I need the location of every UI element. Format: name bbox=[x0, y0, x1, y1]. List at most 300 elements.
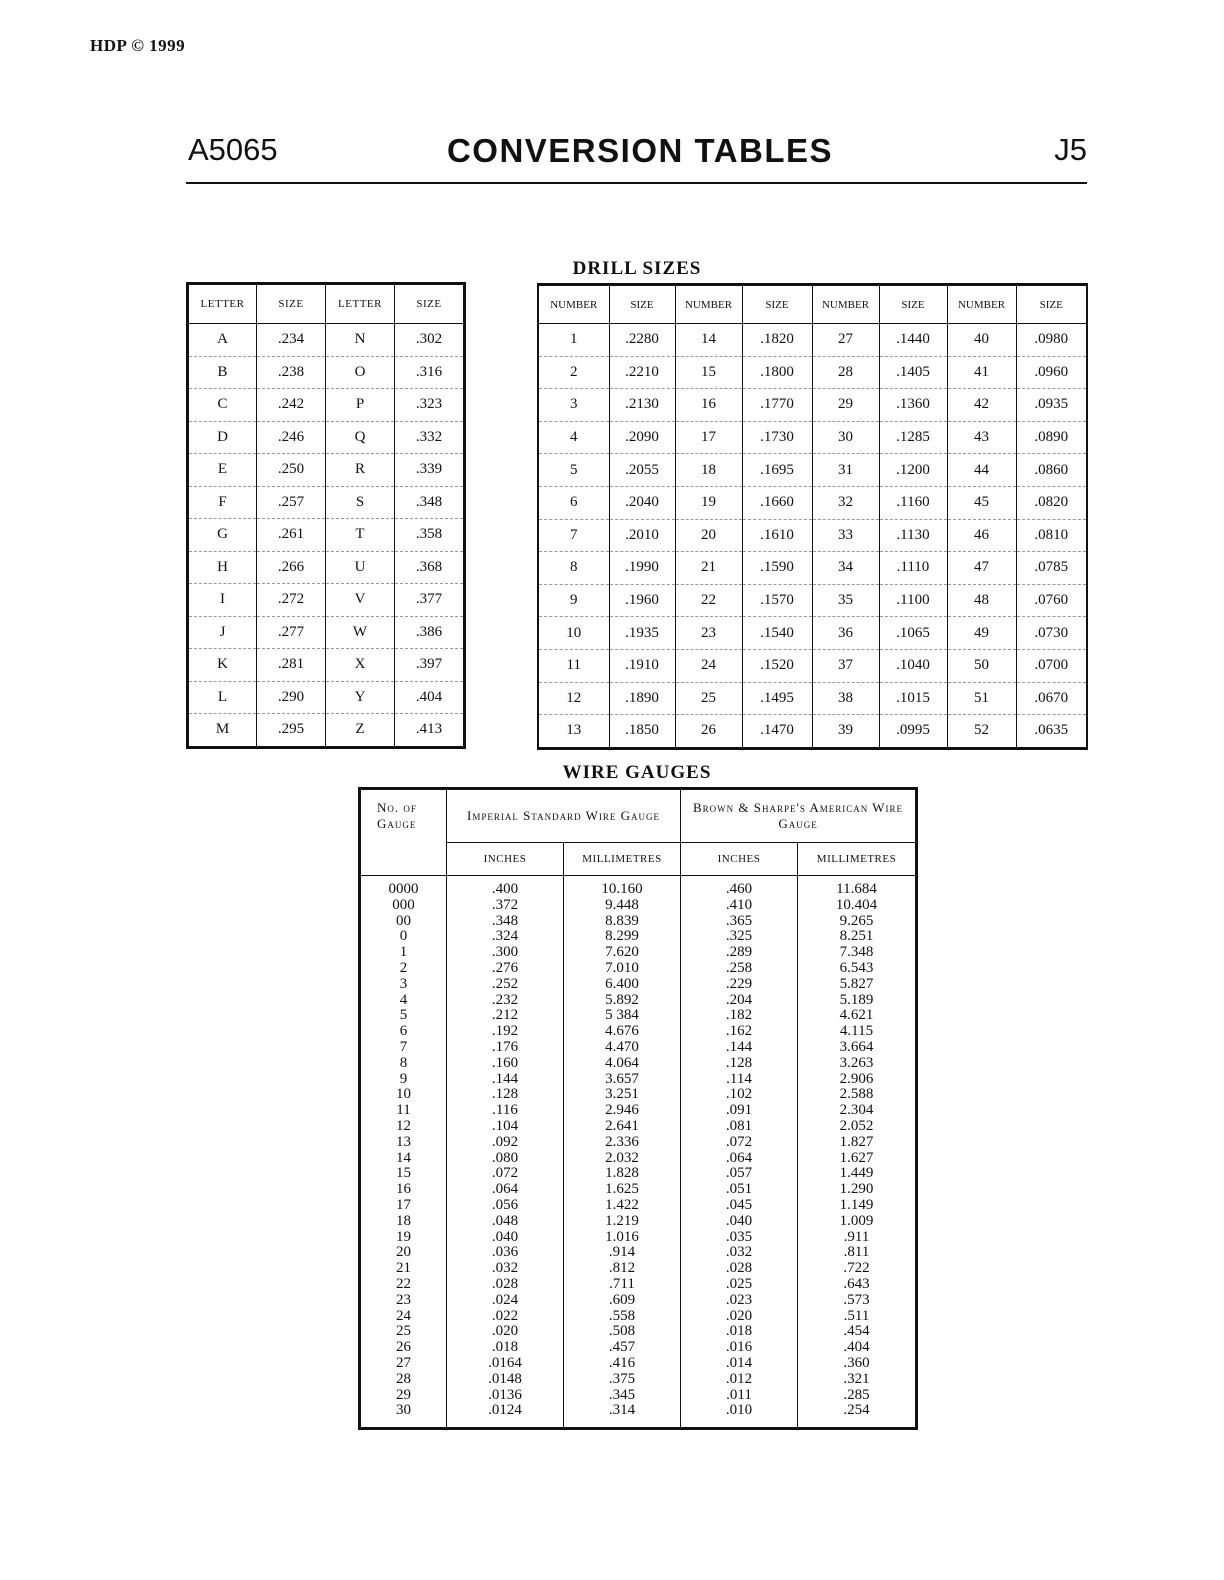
gauge-table-row bbox=[360, 1261, 917, 1277]
gauge-table-cell: .016 bbox=[681, 1340, 798, 1356]
gauge-table-cell: 1.828 bbox=[564, 1166, 681, 1182]
letter-table-cell: .332 bbox=[395, 421, 465, 454]
number-table-header: SIZE bbox=[742, 285, 812, 324]
number-table-cell: 43 bbox=[947, 421, 1016, 454]
letter-table-row bbox=[188, 389, 465, 422]
gauge-table-cell: 3.664 bbox=[798, 1040, 917, 1056]
number-table-row bbox=[538, 552, 1087, 585]
imperial-gauge-header: Imperial Standard Wire Gauge bbox=[447, 789, 681, 843]
number-table-cell: 38 bbox=[812, 682, 879, 715]
number-table-cell: 11 bbox=[538, 649, 609, 682]
gauge-table-cell: .0136 bbox=[447, 1388, 564, 1404]
gauge-table-row bbox=[360, 1182, 917, 1198]
gauge-table-cell: .325 bbox=[681, 929, 798, 945]
gauge-table-cell: 7.620 bbox=[564, 945, 681, 961]
gauge-table-cell: 26 bbox=[360, 1340, 447, 1356]
gauge-table-cell: 0 bbox=[360, 929, 447, 945]
gauge-table-cell: .051 bbox=[681, 1182, 798, 1198]
letter-table-cell: .386 bbox=[395, 616, 465, 649]
gauge-table-cell: .020 bbox=[681, 1309, 798, 1325]
gauge-table-cell: 9.448 bbox=[564, 898, 681, 914]
number-table-cell: 28 bbox=[812, 356, 879, 389]
number-table-cell: .0820 bbox=[1016, 486, 1087, 519]
gauge-table-cell: .643 bbox=[798, 1277, 917, 1293]
gauge-table-cell: 1.290 bbox=[798, 1182, 917, 1198]
number-table-cell: .1200 bbox=[879, 454, 947, 487]
gauge-table-cell: 1 bbox=[360, 945, 447, 961]
number-table-cell: .2040 bbox=[609, 486, 675, 519]
number-table-cell: .1540 bbox=[742, 617, 812, 650]
gauge-unit-header: MILLIMETRES bbox=[564, 843, 681, 876]
number-table-cell: .1570 bbox=[742, 584, 812, 617]
gauge-table-row bbox=[360, 1024, 917, 1040]
letter-table-header: SIZE bbox=[395, 284, 465, 324]
gauge-table-cell: .229 bbox=[681, 977, 798, 993]
number-table-cell: 12 bbox=[538, 682, 609, 715]
number-table-cell: .1800 bbox=[742, 356, 812, 389]
gauge-table-cell: .012 bbox=[681, 1372, 798, 1388]
letter-table-row bbox=[188, 324, 465, 357]
letter-table-cell: .246 bbox=[257, 421, 326, 454]
letter-table-row bbox=[188, 681, 465, 714]
gauge-table-cell: 19 bbox=[360, 1230, 447, 1246]
gauge-table-cell: 2.304 bbox=[798, 1103, 917, 1119]
number-table-cell: .1040 bbox=[879, 649, 947, 682]
number-table-cell: .0995 bbox=[879, 715, 947, 749]
gauge-table-cell: 2.906 bbox=[798, 1072, 917, 1088]
gauge-table-cell: .258 bbox=[681, 961, 798, 977]
gauge-table-row bbox=[360, 1403, 917, 1428]
letter-table-cell: T bbox=[326, 519, 395, 552]
number-table-cell: .0785 bbox=[1016, 552, 1087, 585]
letter-table-row bbox=[188, 584, 465, 617]
number-table-cell: .2055 bbox=[609, 454, 675, 487]
gauge-table-cell: 1.627 bbox=[798, 1151, 917, 1167]
gauge-table-row bbox=[360, 1072, 917, 1088]
gauge-table-cell: .0124 bbox=[447, 1403, 564, 1428]
gauge-table-cell: 1.016 bbox=[564, 1230, 681, 1246]
number-table-cell: .1730 bbox=[742, 421, 812, 454]
letter-table-cell: .266 bbox=[257, 551, 326, 584]
gauge-table-cell: .035 bbox=[681, 1230, 798, 1246]
gauge-table-cell: 12 bbox=[360, 1119, 447, 1135]
gauge-table-cell: .057 bbox=[681, 1166, 798, 1182]
gauge-table-cell: .348 bbox=[447, 914, 564, 930]
number-table-cell: 40 bbox=[947, 324, 1016, 357]
letter-table-header: LETTER bbox=[326, 284, 395, 324]
letter-table-row bbox=[188, 519, 465, 552]
gauge-table-cell: .192 bbox=[447, 1024, 564, 1040]
gauge-table-cell: .511 bbox=[798, 1309, 917, 1325]
letter-table-cell: .234 bbox=[257, 324, 326, 357]
number-table-cell: .1100 bbox=[879, 584, 947, 617]
gauge-table-cell: .410 bbox=[681, 898, 798, 914]
gauge-table-cell: 4.064 bbox=[564, 1056, 681, 1072]
gauge-table-row bbox=[360, 1324, 917, 1340]
number-table-cell: 19 bbox=[675, 486, 742, 519]
gauge-table-cell: 10.160 bbox=[564, 876, 681, 898]
gauge-table-row bbox=[360, 1372, 917, 1388]
letter-table-cell: X bbox=[326, 649, 395, 682]
number-table-cell: 39 bbox=[812, 715, 879, 749]
number-table-row bbox=[538, 421, 1087, 454]
number-table-cell: 25 bbox=[675, 682, 742, 715]
gauge-table-row bbox=[360, 1040, 917, 1056]
number-table-cell: .0810 bbox=[1016, 519, 1087, 552]
number-table-cell: .0635 bbox=[1016, 715, 1087, 749]
letter-table-row bbox=[188, 616, 465, 649]
gauge-table-cell: .056 bbox=[447, 1198, 564, 1214]
number-table-cell: .1695 bbox=[742, 454, 812, 487]
letter-table-cell: .250 bbox=[257, 454, 326, 487]
number-table-cell: 36 bbox=[812, 617, 879, 650]
letter-table-cell: .377 bbox=[395, 584, 465, 617]
letter-table-cell: N bbox=[326, 324, 395, 357]
number-table-cell: .1015 bbox=[879, 682, 947, 715]
gauge-table-cell: 23 bbox=[360, 1293, 447, 1309]
gauge-table-cell: .911 bbox=[798, 1230, 917, 1246]
gauge-table-cell: 16 bbox=[360, 1182, 447, 1198]
gauge-table-cell: 14 bbox=[360, 1151, 447, 1167]
number-table-cell: 47 bbox=[947, 552, 1016, 585]
gauge-table-cell: .091 bbox=[681, 1103, 798, 1119]
gauge-table-cell: .289 bbox=[681, 945, 798, 961]
gauge-table-cell: 4.115 bbox=[798, 1024, 917, 1040]
letter-table-cell: .277 bbox=[257, 616, 326, 649]
number-table-cell: .2010 bbox=[609, 519, 675, 552]
number-table-cell: .1910 bbox=[609, 649, 675, 682]
number-table-cell: 24 bbox=[675, 649, 742, 682]
number-table-cell: 35 bbox=[812, 584, 879, 617]
number-table-cell: 52 bbox=[947, 715, 1016, 749]
drill-sizes-title: DRILL SIZES bbox=[572, 258, 702, 279]
gauge-unit-blank bbox=[360, 843, 447, 876]
number-table-cell: 26 bbox=[675, 715, 742, 749]
number-table-cell: .2090 bbox=[609, 421, 675, 454]
letter-table-cell: .290 bbox=[257, 681, 326, 714]
number-table-cell: 10 bbox=[538, 617, 609, 650]
gauge-table-row bbox=[360, 1245, 917, 1261]
letter-table-cell: K bbox=[188, 649, 257, 682]
letter-table-cell: D bbox=[188, 421, 257, 454]
gauge-table-cell: .0164 bbox=[447, 1356, 564, 1372]
number-table-cell: .1935 bbox=[609, 617, 675, 650]
gauge-table-cell: .404 bbox=[798, 1340, 917, 1356]
gauge-table-cell: .072 bbox=[681, 1135, 798, 1151]
letter-table-cell: .339 bbox=[395, 454, 465, 487]
gauge-table-cell: 10 bbox=[360, 1087, 447, 1103]
number-table-cell: .1285 bbox=[879, 421, 947, 454]
letter-table-cell: .413 bbox=[395, 714, 465, 748]
gauge-table-cell: 7.348 bbox=[798, 945, 917, 961]
document-code: A5065 bbox=[188, 132, 278, 167]
gauge-table-row bbox=[360, 1198, 917, 1214]
gauge-table-cell: .321 bbox=[798, 1372, 917, 1388]
gauge-table-cell: .0148 bbox=[447, 1372, 564, 1388]
gauge-table-cell: 2.052 bbox=[798, 1119, 917, 1135]
number-table-header: NUMBER bbox=[538, 285, 609, 324]
gauge-table-cell: 3.251 bbox=[564, 1087, 681, 1103]
number-table-cell: 51 bbox=[947, 682, 1016, 715]
number-table-row bbox=[538, 584, 1087, 617]
gauge-table-cell: .128 bbox=[447, 1087, 564, 1103]
gauge-table-cell: 4.470 bbox=[564, 1040, 681, 1056]
gauge-table-cell: 22 bbox=[360, 1277, 447, 1293]
gauge-table-row bbox=[360, 914, 917, 930]
gauge-table-cell: 000 bbox=[360, 898, 447, 914]
number-table-cell: 4 bbox=[538, 421, 609, 454]
number-table-row bbox=[538, 389, 1087, 422]
number-table-cell: .0960 bbox=[1016, 356, 1087, 389]
gauge-table-cell: .020 bbox=[447, 1324, 564, 1340]
gauge-table-cell: 18 bbox=[360, 1214, 447, 1230]
number-table-cell: .1820 bbox=[742, 324, 812, 357]
letter-table-cell: C bbox=[188, 389, 257, 422]
letter-table-cell: .358 bbox=[395, 519, 465, 552]
number-table-row bbox=[538, 682, 1087, 715]
number-table-cell: .1990 bbox=[609, 552, 675, 585]
number-table-cell: 34 bbox=[812, 552, 879, 585]
letter-table-cell: .295 bbox=[257, 714, 326, 748]
number-table-header: NUMBER bbox=[675, 285, 742, 324]
number-table-cell: .1130 bbox=[879, 519, 947, 552]
gauge-table-cell: 25 bbox=[360, 1324, 447, 1340]
gauge-table-cell: 4.621 bbox=[798, 1008, 917, 1024]
letter-table-row bbox=[188, 421, 465, 454]
letter-table-cell: J bbox=[188, 616, 257, 649]
gauge-table-cell: .032 bbox=[447, 1261, 564, 1277]
number-table-cell: 2 bbox=[538, 356, 609, 389]
gauge-table-cell: 8.251 bbox=[798, 929, 917, 945]
number-table-cell: 50 bbox=[947, 649, 1016, 682]
section-id: J5 bbox=[1054, 132, 1087, 167]
gauge-table-cell: 2.641 bbox=[564, 1119, 681, 1135]
gauge-table-cell: .722 bbox=[798, 1261, 917, 1277]
number-table-cell: .1590 bbox=[742, 552, 812, 585]
number-table-cell: 21 bbox=[675, 552, 742, 585]
gauge-table-cell: 5.827 bbox=[798, 977, 917, 993]
gauge-table-cell: 8.299 bbox=[564, 929, 681, 945]
gauge-table-cell: .018 bbox=[681, 1324, 798, 1340]
number-table-cell: 15 bbox=[675, 356, 742, 389]
letter-table-row bbox=[188, 551, 465, 584]
number-table-header: SIZE bbox=[1016, 285, 1087, 324]
number-table-cell: 33 bbox=[812, 519, 879, 552]
gauge-table-row bbox=[360, 1356, 917, 1372]
gauge-table-cell: .064 bbox=[681, 1151, 798, 1167]
number-table-cell: 5 bbox=[538, 454, 609, 487]
letter-table-cell: Z bbox=[326, 714, 395, 748]
number-table-cell: 8 bbox=[538, 552, 609, 585]
gauge-table-cell: .914 bbox=[564, 1245, 681, 1261]
letter-table-cell: .368 bbox=[395, 551, 465, 584]
number-table-row bbox=[538, 454, 1087, 487]
gauge-table-cell: 2.336 bbox=[564, 1135, 681, 1151]
letter-table-cell: B bbox=[188, 356, 257, 389]
number-table-cell: 30 bbox=[812, 421, 879, 454]
letter-table-cell: .316 bbox=[395, 356, 465, 389]
letter-table-cell: Q bbox=[326, 421, 395, 454]
gauge-unit-header: INCHES bbox=[447, 843, 564, 876]
number-table-cell: .1440 bbox=[879, 324, 947, 357]
number-table-header: SIZE bbox=[609, 285, 675, 324]
letter-table-cell: U bbox=[326, 551, 395, 584]
number-table-cell: .1360 bbox=[879, 389, 947, 422]
gauge-unit-header: MILLIMETRES bbox=[798, 843, 917, 876]
gauge-table-cell: 6 bbox=[360, 1024, 447, 1040]
gauge-table-cell: 2.588 bbox=[798, 1087, 917, 1103]
gauge-table-row bbox=[360, 1008, 917, 1024]
number-table-cell: .1960 bbox=[609, 584, 675, 617]
number-table-cell: 27 bbox=[812, 324, 879, 357]
number-table-row bbox=[538, 324, 1087, 357]
gauge-table-cell: .036 bbox=[447, 1245, 564, 1261]
gauge-table-cell: 8 bbox=[360, 1056, 447, 1072]
number-table-cell: 6 bbox=[538, 486, 609, 519]
letter-table-cell: L bbox=[188, 681, 257, 714]
wire-gauge-table bbox=[358, 787, 918, 1430]
number-table-cell: 23 bbox=[675, 617, 742, 650]
gauge-table-row bbox=[360, 1166, 917, 1182]
gauge-table-cell: 1.422 bbox=[564, 1198, 681, 1214]
gauge-table-cell: .176 bbox=[447, 1040, 564, 1056]
gauge-table-cell: .454 bbox=[798, 1324, 917, 1340]
gauge-table-row bbox=[360, 1119, 917, 1135]
letter-table-cell: G bbox=[188, 519, 257, 552]
letter-table-cell: .397 bbox=[395, 649, 465, 682]
number-table-cell: 44 bbox=[947, 454, 1016, 487]
number-table-row bbox=[538, 356, 1087, 389]
gauge-table-cell: 3.263 bbox=[798, 1056, 917, 1072]
gauge-table-cell: .573 bbox=[798, 1293, 917, 1309]
gauge-table-cell: .144 bbox=[681, 1040, 798, 1056]
gauge-table-cell: .345 bbox=[564, 1388, 681, 1404]
number-table-cell: .1610 bbox=[742, 519, 812, 552]
gauge-table-cell: .182 bbox=[681, 1008, 798, 1024]
number-table-cell: 3 bbox=[538, 389, 609, 422]
gauge-table-cell: 1.009 bbox=[798, 1214, 917, 1230]
gauge-table-cell: .300 bbox=[447, 945, 564, 961]
gauge-table-cell: 13 bbox=[360, 1135, 447, 1151]
number-table-cell: 37 bbox=[812, 649, 879, 682]
number-table-cell: .1770 bbox=[742, 389, 812, 422]
letter-table-row bbox=[188, 356, 465, 389]
number-table-cell: .2130 bbox=[609, 389, 675, 422]
gauge-table-cell: 15 bbox=[360, 1166, 447, 1182]
number-table-row bbox=[538, 649, 1087, 682]
gauge-table-cell: .010 bbox=[681, 1403, 798, 1428]
gauge-table-row bbox=[360, 977, 917, 993]
number-table-cell: 46 bbox=[947, 519, 1016, 552]
gauge-table-cell: .276 bbox=[447, 961, 564, 977]
gauge-table-cell: .252 bbox=[447, 977, 564, 993]
number-table-cell: .1850 bbox=[609, 715, 675, 749]
gauge-table-cell: .072 bbox=[447, 1166, 564, 1182]
gauge-table-cell: .365 bbox=[681, 914, 798, 930]
header-rule bbox=[186, 182, 1087, 184]
gauge-table-cell: .048 bbox=[447, 1214, 564, 1230]
letter-table-cell: .242 bbox=[257, 389, 326, 422]
gauge-table-cell: .285 bbox=[798, 1388, 917, 1404]
gauge-table-cell: .372 bbox=[447, 898, 564, 914]
gauge-table-cell: 30 bbox=[360, 1403, 447, 1428]
letter-table-header: LETTER bbox=[188, 284, 257, 324]
gauge-table-cell: .558 bbox=[564, 1309, 681, 1325]
gauge-table-cell: 17 bbox=[360, 1198, 447, 1214]
number-table-cell: 14 bbox=[675, 324, 742, 357]
gauge-table-cell: 3.657 bbox=[564, 1072, 681, 1088]
gauge-table-cell: .812 bbox=[564, 1261, 681, 1277]
number-table-row bbox=[538, 486, 1087, 519]
gauge-table-cell: .032 bbox=[681, 1245, 798, 1261]
gauge-table-cell: .028 bbox=[447, 1277, 564, 1293]
number-table-cell: 22 bbox=[675, 584, 742, 617]
letter-table-cell: R bbox=[326, 454, 395, 487]
number-table-header: NUMBER bbox=[812, 285, 879, 324]
letter-table-cell: .302 bbox=[395, 324, 465, 357]
gauge-table-cell: .045 bbox=[681, 1198, 798, 1214]
gauge-table-cell: .144 bbox=[447, 1072, 564, 1088]
gauge-table-cell: .254 bbox=[798, 1403, 917, 1428]
brown-sharpe-gauge-header: Brown & Sharpe's American Wire Gauge bbox=[681, 789, 917, 843]
number-table-cell: .1160 bbox=[879, 486, 947, 519]
gauge-table-cell: .014 bbox=[681, 1356, 798, 1372]
number-table-cell: .0760 bbox=[1016, 584, 1087, 617]
letter-table-cell: .323 bbox=[395, 389, 465, 422]
gauge-table-cell: .024 bbox=[447, 1293, 564, 1309]
gauge-table-row bbox=[360, 929, 917, 945]
number-table-cell: 29 bbox=[812, 389, 879, 422]
number-table-cell: 49 bbox=[947, 617, 1016, 650]
letter-table-cell: H bbox=[188, 551, 257, 584]
number-table-cell: 48 bbox=[947, 584, 1016, 617]
number-table-cell: .1495 bbox=[742, 682, 812, 715]
gauge-table-cell: 9.265 bbox=[798, 914, 917, 930]
gauge-table-cell: 27 bbox=[360, 1356, 447, 1372]
gauge-table-cell: .232 bbox=[447, 993, 564, 1009]
gauge-table-cell: 2.946 bbox=[564, 1103, 681, 1119]
number-table-row bbox=[538, 519, 1087, 552]
gauge-table-cell: 9 bbox=[360, 1072, 447, 1088]
gauge-table-cell: .212 bbox=[447, 1008, 564, 1024]
number-table-header: SIZE bbox=[879, 285, 947, 324]
gauge-table-cell: .314 bbox=[564, 1403, 681, 1428]
gauge-unit-header: INCHES bbox=[681, 843, 798, 876]
gauge-table-cell: .025 bbox=[681, 1277, 798, 1293]
gauge-table-cell: .023 bbox=[681, 1293, 798, 1309]
gauge-table-cell: .400 bbox=[447, 876, 564, 898]
letter-table-cell: I bbox=[188, 584, 257, 617]
gauge-table-cell: .011 bbox=[681, 1388, 798, 1404]
gauge-table-row bbox=[360, 1340, 917, 1356]
gauge-table-cell: .508 bbox=[564, 1324, 681, 1340]
gauge-table-cell: 11 bbox=[360, 1103, 447, 1119]
letter-table-cell: .257 bbox=[257, 486, 326, 519]
gauge-table-cell: 10.404 bbox=[798, 898, 917, 914]
number-table-row bbox=[538, 617, 1087, 650]
number-table-cell: 7 bbox=[538, 519, 609, 552]
letter-table-cell: Y bbox=[326, 681, 395, 714]
letter-drill-table bbox=[186, 282, 466, 749]
letter-table-cell: F bbox=[188, 486, 257, 519]
gauge-table-cell: 1.149 bbox=[798, 1198, 917, 1214]
letter-table-cell: .272 bbox=[257, 584, 326, 617]
gauge-table-row bbox=[360, 1293, 917, 1309]
letter-table-row bbox=[188, 486, 465, 519]
gauge-table-cell: .040 bbox=[447, 1230, 564, 1246]
gauge-table-cell: .711 bbox=[564, 1277, 681, 1293]
gauge-table-cell: 24 bbox=[360, 1309, 447, 1325]
